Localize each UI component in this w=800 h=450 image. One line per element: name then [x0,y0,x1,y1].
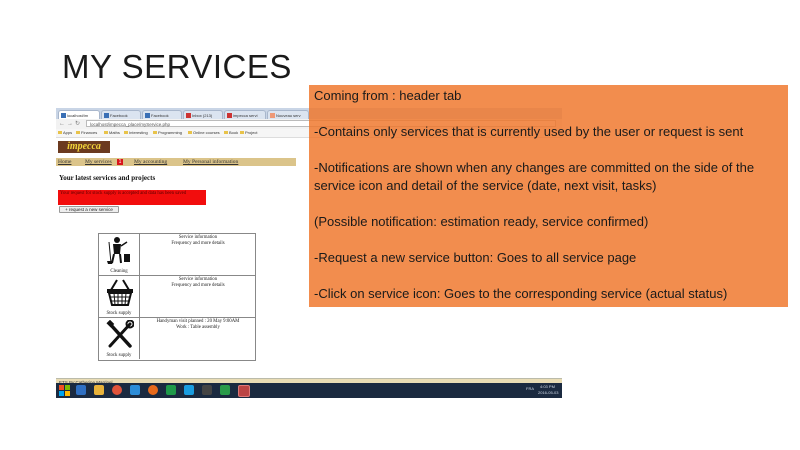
note-line: -Notifications are shown when any changes are committed on the side of the service icon and detail of the service (date, next visit, tasks) [314,160,755,193]
skype-icon[interactable] [184,385,194,395]
site-logo[interactable]: impecca [58,141,110,153]
section-title: Your latest services and projects [59,174,156,182]
firefox-icon[interactable] [148,385,158,395]
service-icon-cell[interactable] [99,276,140,317]
ie-icon[interactable] [76,385,86,395]
service-row [99,234,255,276]
service-icon-cell[interactable] [99,318,140,359]
annotation-note [309,85,788,307]
service-label: Cleaning [110,269,128,274]
bookmark[interactable]: Apps [58,130,72,136]
browser-tab[interactable]: Facebook [101,110,141,119]
browser-tab[interactable]: Facebook [142,110,182,119]
windows-taskbar [56,383,562,398]
back-icon[interactable]: ← [59,121,65,127]
menu-item-my-accounting[interactable]: My accounting [134,159,168,165]
terminal-icon[interactable] [202,385,212,395]
bookmark[interactable]: Interesting [124,130,148,136]
note-line: -Request a new service button: Goes to all service page [314,250,637,265]
note-line: Coming from : header tab [314,88,462,103]
excel-icon[interactable] [166,385,176,395]
services-table [98,233,256,361]
reload-icon[interactable]: ↻ [75,121,81,127]
word-icon[interactable] [130,385,140,395]
service-row [99,276,255,318]
app-icon[interactable] [238,385,250,397]
note-line: -Contains only services that is currently used by the user or request is sent [314,124,744,139]
chrome-icon[interactable] [112,385,122,395]
url-input[interactable]: localhost/impecca_place/myService.php [86,120,556,127]
note-line: (Possible notification: estimation ready, service confirmed) [314,214,649,229]
tray-time[interactable]: 4:03 PM [540,384,555,389]
service-icon-cell[interactable] [99,234,140,275]
browser-tab[interactable]: impecca servi [224,110,266,119]
bookmark[interactable]: Programming [153,130,182,136]
windows-start-icon[interactable] [59,385,70,396]
site-menu [56,158,296,166]
service-info: Handyman visit planned : 20 May 9:00AM Work : Table assembly [156,319,240,330]
menu-item-home[interactable]: Home [58,159,72,165]
folder-icon[interactable] [94,385,104,395]
bookmark[interactable]: Book [224,130,238,136]
slide-title: MY SERVICES [62,48,292,85]
bookmark[interactable]: Maths [104,130,120,136]
shopping-basket-icon[interactable] [106,278,134,308]
menu-item-my-services[interactable]: My services [85,159,112,165]
bookmark[interactable]: Finances [76,130,97,136]
spotify-icon[interactable] [220,385,230,395]
cleaning-icon[interactable] [106,236,132,266]
service-label: Stock supply [106,311,132,316]
service-info: Service information Frequency and more details [171,235,225,246]
service-label: Stock supply [106,353,132,358]
browser-tab[interactable]: Inbox (213) [183,110,223,119]
forward-icon[interactable]: → [67,121,73,127]
service-info: Service information Frequency and more details [171,277,225,288]
browser-tab[interactable]: localhost/im [58,110,100,119]
browser-tab[interactable]: Nouveau serv [267,110,309,119]
notification-badge: 1 [118,159,122,165]
menu-item-personal-info[interactable]: My Personal information [183,159,239,165]
bookmark[interactable]: Project [240,130,257,136]
note-line: -Click on service icon: Goes to the corresponding service (actual status) [314,286,728,301]
service-row [99,318,255,360]
notification-banner: Your request for stock supply is accepted and data has been saved [58,190,206,205]
request-new-service-button[interactable]: + request a new service [59,206,119,213]
tray-date[interactable]: 2016-05-03 [538,390,559,395]
bookmark[interactable]: Online courses [188,130,220,136]
tools-icon[interactable] [106,320,134,350]
tray-language[interactable]: FRA [526,386,534,391]
